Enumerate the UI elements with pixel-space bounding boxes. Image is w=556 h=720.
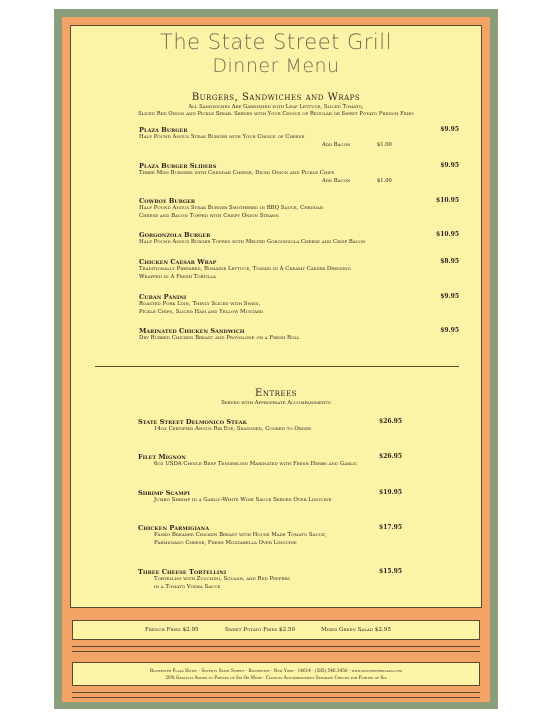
item-description-cont: Cheese and Bacon Topped with Crispy Onion Straws bbox=[139, 212, 279, 219]
item-description-cont: Wrapped in A Fresh Tortilla bbox=[139, 273, 216, 280]
item-name: Gorgonzola Burger bbox=[139, 231, 211, 239]
item-price: $26.95 bbox=[379, 418, 402, 425]
menu-item bbox=[139, 231, 459, 247]
item-description: Roasted Pork Loin, Thinly Sliced with Swiss, bbox=[139, 301, 261, 307]
item-name: State Street Delmonico Steak bbox=[138, 418, 247, 426]
side-sweet-potato-fries: Sweet Potato Fries $2.50 bbox=[225, 627, 296, 633]
item-addon bbox=[139, 178, 459, 186]
item-description: Jumbo Shrimp in a Garlic-White Wine Sauce Served Over Linguine bbox=[154, 497, 332, 503]
item-name: Shrimp Scampi bbox=[138, 489, 190, 497]
band-rule bbox=[72, 651, 480, 652]
menu-item bbox=[139, 293, 459, 316]
side-french-fries: French Fries $2.95 bbox=[145, 627, 199, 633]
addon-price: $1.00 bbox=[377, 177, 392, 184]
item-description: Dry Rubbed Chicken Breast and Provolone on a Fresh Roll bbox=[139, 335, 300, 341]
item-description: Half Pound Angus Burger Topped with Melted Gorgonzola Cheese and Crisp Bacon bbox=[139, 239, 366, 245]
menu-item bbox=[139, 126, 459, 150]
addon-price: $1.00 bbox=[377, 141, 392, 148]
item-price: $9.95 bbox=[440, 293, 459, 300]
band-rule bbox=[72, 646, 480, 647]
menu-item bbox=[139, 327, 459, 343]
item-name: Marinated Chicken Sandwich bbox=[139, 327, 245, 335]
item-description: Three Mini Burgers with Cheddar Cheese, Diced Onion and Pickle Chips bbox=[139, 170, 335, 176]
footer-panel bbox=[72, 662, 480, 686]
menu-title: The State Street Grill bbox=[160, 30, 392, 54]
item-description-cont: in a Tomato Vodka Sauce bbox=[154, 583, 221, 590]
section-divider bbox=[95, 366, 459, 367]
burgers-note-2: Sliced Red Onion and Pickle Spear. Served with Your Choice of Regular or Sweet Potato French Fries bbox=[138, 111, 414, 117]
menu-item bbox=[139, 258, 459, 281]
item-name: Chicken Parmigiana bbox=[138, 524, 210, 532]
item-name: Plaza Burger Sliders bbox=[139, 162, 217, 170]
item-price: $10.95 bbox=[436, 231, 459, 238]
band-rule bbox=[72, 692, 480, 693]
item-description-cont: Parmigiano Cheese, Fresh Mozzarella Over Linguine bbox=[154, 539, 297, 546]
item-price: $17.95 bbox=[379, 524, 402, 531]
item-price: $26.95 bbox=[379, 453, 402, 460]
item-name: Plaza Burger bbox=[139, 126, 188, 134]
item-description: Traditionally Prepared, Romaine Lettuce, Tossed in A Creamy Caeser Dressing bbox=[139, 266, 351, 272]
sides-panel bbox=[72, 620, 480, 640]
menu-item bbox=[138, 453, 402, 469]
item-description: Half Pound Angus Steak Burger with Your Choice of Cheese bbox=[139, 134, 305, 140]
menu-item bbox=[138, 418, 402, 434]
item-description: Tortellini with Zucchini, Squash, and Red Peppers bbox=[154, 576, 291, 582]
entrees-heading: Entrees bbox=[255, 388, 297, 399]
menu-item bbox=[138, 524, 402, 547]
item-price: $19.95 bbox=[379, 489, 402, 496]
item-price: $8.95 bbox=[440, 258, 459, 265]
addon-label: Add Bacon bbox=[322, 141, 351, 148]
footer-gratuity-note: 20% Gratuity Added to Parties of Six Or More · Consult Accompaniment Separate Checks for Parties of Six bbox=[165, 675, 387, 680]
item-description: 14oz Certified Angus Rib Eye, Seasoned, Cooked to Order bbox=[154, 426, 312, 432]
item-description-cont: Pickle Chips, Sliced Ham and Yellow Mustard bbox=[139, 308, 264, 315]
item-price: $9.95 bbox=[440, 126, 459, 133]
item-name: Chicken Caesar Wrap bbox=[139, 258, 217, 266]
item-price: $10.95 bbox=[436, 197, 459, 204]
item-addon bbox=[139, 142, 459, 150]
item-name: Filet Mignon bbox=[138, 453, 186, 461]
item-name: Cowboy Burger bbox=[139, 197, 196, 205]
band-rule bbox=[72, 697, 480, 698]
side-mixed-green-salad: Mixed Green Salad $2.95 bbox=[321, 627, 391, 633]
menu-item bbox=[139, 197, 459, 220]
item-description: Half Pound Angus Steak Burger Smothered in BBQ Sauce, Cheddar bbox=[139, 205, 323, 211]
item-description: Panko Breaded Chicken Breast with House Made Tomato Sauce, bbox=[154, 532, 327, 538]
addon-label: Add Bacon bbox=[322, 177, 351, 184]
item-name: Three Cheese Tortellini bbox=[138, 568, 227, 576]
footer-address: Rochester Plaza Hotel · Seventy State Street · Rochester · New York · 14614 · (585) 546.3450 · www.rochesterplaza.com bbox=[149, 668, 403, 673]
item-price: $15.95 bbox=[379, 568, 402, 575]
item-description: 6oz USDA Choice Beef Tenderloin Marinated with Fresh Herbs and Garlic bbox=[154, 461, 358, 467]
menu-subtitle: Dinner Menu bbox=[212, 55, 340, 77]
item-price: $9.95 bbox=[440, 327, 459, 334]
burgers-heading: Burgers, Sandwiches and Wraps bbox=[191, 92, 361, 103]
item-price: $9.95 bbox=[440, 162, 459, 169]
menu-item bbox=[139, 162, 459, 186]
entrees-note: Served with Appropriate Accompaniments bbox=[221, 400, 331, 406]
menu-item bbox=[138, 489, 402, 505]
item-name: Cuban Panini bbox=[139, 293, 187, 301]
burgers-note-1: All Sandwiches Are Garnished with Leaf Lettuce, Sliced Tomato, bbox=[188, 104, 364, 110]
menu-item bbox=[138, 568, 402, 591]
